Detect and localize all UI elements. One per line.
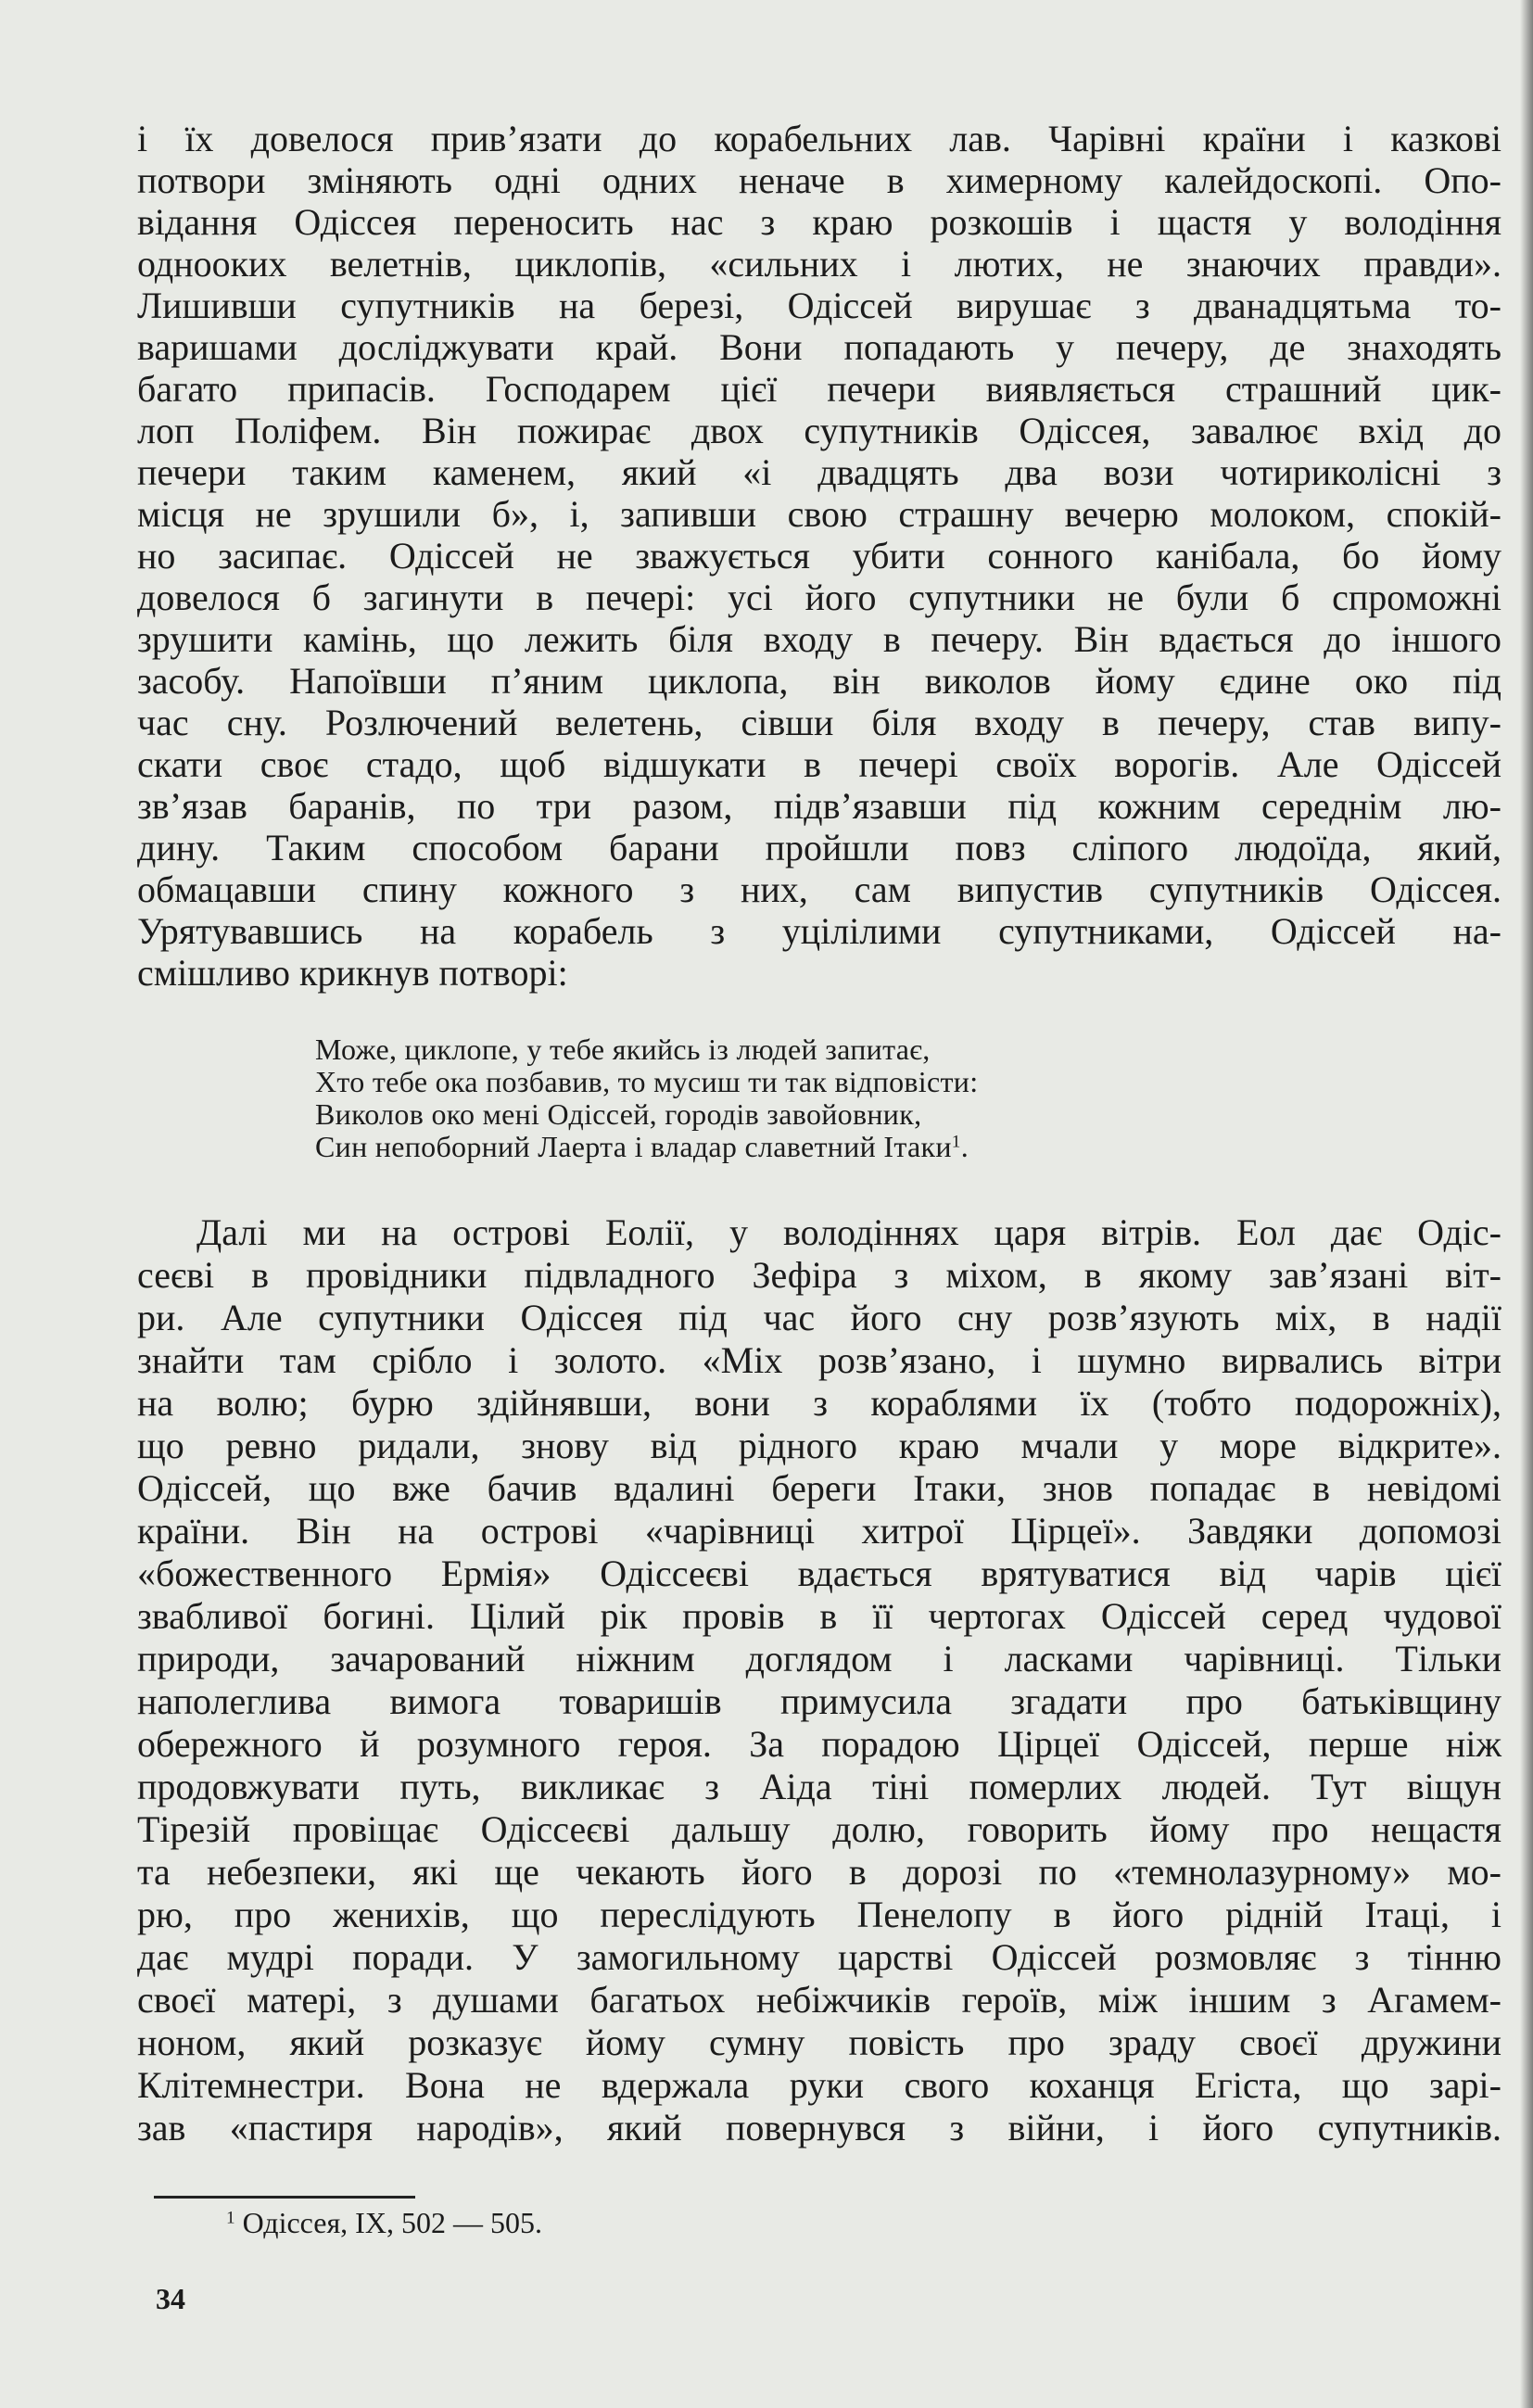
footnote-mark: 1 [226,2208,235,2228]
text-line: сеєві в провідники підвладного Зефіра з міхом, в якому зав’язані віт- [137,1254,1501,1296]
text-line: дає мудрі поради. У замогильному царстві Одіссей розмовляє з тінню [137,1936,1501,1978]
page-edge-shadow [1520,0,1533,2408]
text-line: Урятувавшись на корабель з уцілілими супутниками, Одіссей на- [137,910,1501,952]
verse-line-text: Хто тебе ока позбавив, то мусиш ти так відповісти: [315,1065,979,1098]
verse-line [315,1066,978,1098]
text-line: звабливої богині. Цілий рік провів в її чертогах Одіссей серед чудової [137,1595,1501,1637]
text-line: природи, зачарований ніжним доглядом і ласками чарівниці. Тільки [137,1638,1501,1679]
paragraph-1 [137,118,1501,994]
verse-line [315,1131,978,1163]
text-line: лоп Поліфем. Він пожирає двох супутників Одіссея, завалює вхід до [137,410,1501,451]
text-line: багато припасів. Господарем цієї печери виявляється страшний цик- [137,368,1501,410]
verse-end-punctuation: . [960,1130,969,1163]
text-line: відання Одіссея переносить нас з краю розкошів і щастя у володіння [137,201,1501,243]
text-line: но засипає. Одіссей не зважується убити сонного канібала, бо йому [137,535,1501,577]
text-line: смішливо крикнув потворі: [137,952,568,994]
text-line: своєї матері, з душами багатьох небіжчиків героїв, між іншим з Агамем- [137,1979,1501,2021]
verse-quotation [315,1033,978,1163]
footnote-text: Одіссея, IX, 502 — 505. [242,2206,542,2239]
text-line: засобу. Напоївши п’яним циклопа, він виколов йому єдине око під [137,660,1501,702]
verse-line-text: Може, циклопе, у тебе якийсь із людей запитає, [315,1033,931,1066]
verse-line-text: Син непоборний Лаерта і владар славетний Ітаки [315,1130,952,1163]
text-line: час сну. Розлючений велетень, сівши біля входу в печеру, став випу- [137,702,1501,743]
text-line: Лишивши супутників на березі, Одіссей вирушає з дванадцятьма то- [137,285,1501,326]
footnote-divider [154,2196,415,2199]
text-line: країни. Він на острові «чарівниці хитрої Цірцеї». Завдяки допомозі [137,1510,1501,1552]
text-line: Далі ми на острові Еолії, у володіннях царя вітрів. Еол дає Одіс- [196,1211,1501,1253]
text-line: однооких велетнів, циклопів, «сильних і лютих, не знаючих правди». [137,243,1501,285]
text-line: рю, про женихів, що переслідують Пенелопу в його рідній Ітаці, і [137,1894,1501,1935]
text-line: обережного й розумного героя. За порадою Цірцеї Одіссей, перше ніж [137,1723,1501,1765]
text-line: на волю; бурю здійнявши, вони з кораблями їх (тобто подорожніх), [137,1382,1501,1424]
text-line: Тірезій провіщає Одіссеєві дальшу долю, говорить йому про нещастя [137,1808,1501,1850]
text-line: Клітемнестри. Вона не вдержала руки свого коханця Егіста, що зарі- [137,2064,1501,2106]
verse-line [315,1098,978,1131]
text-line: зв’язав баранів, по три разом, підв’язавши під кожним середнім лю- [137,785,1501,827]
text-line: дину. Таким способом барани пройшли повз сліпого людоїда, який, [137,827,1501,868]
text-line: ноном, який розказує йому сумну повість про зраду своєї дружини [137,2021,1501,2063]
text-line: «божественного Ермія» Одіссеєві вдається врятуватися від чарів цієї [137,1553,1501,1594]
text-line: місця не зрушили б», і, запивши свою страшну вечерю молоком, спокій- [137,493,1501,535]
text-line: печери таким каменем, який «і двадцять два вози чотириколісні з [137,451,1501,493]
text-line: обмацавши спину кожного з них, сам випустив супутників Одіссея. [137,868,1501,910]
text-line: скати своє стадо, щоб відшукати в печері своїх ворогів. Але Одіссей [137,743,1501,785]
text-line: Одіссей, що вже бачив вдалині береги Ітаки, знов попадає в невідомі [137,1467,1501,1509]
text-line: продовжувати путь, викликає з Аіда тіні померлих людей. Тут віщун [137,1766,1501,1807]
text-line: що ревно ридали, знову від рідного краю мчали у море відкрите». [137,1425,1501,1466]
footnote [226,2206,542,2239]
verse-line [315,1033,978,1066]
page-number: 34 [156,2282,185,2315]
text-line: і їх довелося прив’язати до корабельних лав. Чарівні країни і казкові [137,118,1501,159]
footnote-reference: 1 [951,1132,961,1152]
text-line: наполеглива вимога товаришів примусила згадати про батьківщину [137,1680,1501,1722]
text-line: потвори зміняють одні одних неначе в химерному калейдоскопі. Опо- [137,159,1501,201]
text-line: та небезпеки, які ще чекають його в дорозі по «темнолазурному» мо- [137,1851,1501,1893]
paragraph-2 [137,1211,1501,2149]
text-line: зрушити камінь, що лежить біля входу в печеру. Він вдається до іншого [137,618,1501,660]
text-line: варишами досліджувати край. Вони попадають у печеру, де знаходять [137,326,1501,368]
text-line: довелося б загинути в печері: усі його супутники не були б спроможні [137,577,1501,618]
text-line: знайти там срібло і золото. «Міх розв’язано, і шумно вирвались вітри [137,1339,1501,1381]
text-line: ри. Але супутники Одіссея під час його сну розв’язують міх, в надії [137,1297,1501,1338]
text-line: зав «пастиря народів», який повернувся з війни, і його супутників. [137,2107,1501,2148]
verse-line-text: Виколов око мені Одіссей, городів завойовник, [315,1097,922,1131]
